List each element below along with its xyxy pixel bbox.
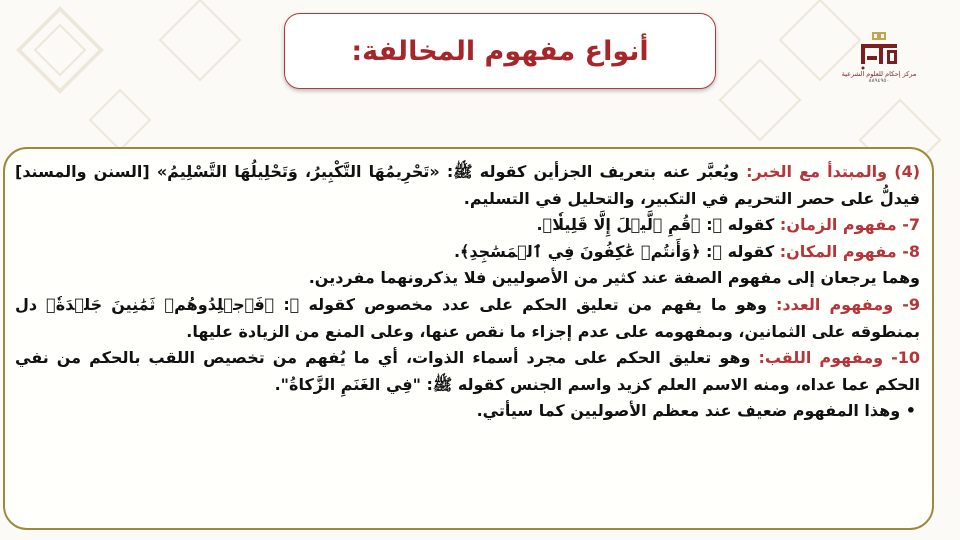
logo-code: ٨٨٩٤٩٥٠ [868, 78, 890, 84]
content-text [15, 159, 920, 425]
text-time: كقوله ﷻ: ﴿قُمِ ٱلَّيۡلَ إِلَّا قَلِيلٗا﴾. [536, 215, 780, 235]
text-note: وهما يرجعان إلى مفهوم الصفة عند كثير من الأصوليين فلا يذكرونهما مفردين. [308, 268, 920, 288]
bullet-icon: • [905, 401, 916, 421]
bullet-item [15, 398, 920, 425]
paragraph-place [15, 239, 920, 266]
paragraph-number [15, 292, 920, 345]
heading-title: 10- ومفهوم اللقب: [758, 348, 921, 368]
paragraph-title [15, 345, 920, 398]
paragraph-note [15, 265, 920, 292]
bullet-text: وهذا المفهوم ضعيف عند معظم الأصوليين كما سيأتي. [476, 401, 901, 421]
heading-subject-predicate: (4) والمبتدأ مع الخبر: [746, 162, 921, 181]
logo-subtitle: مركز إحكام للعلوم الشرعية [841, 70, 917, 78]
paragraph-subject-predicate [15, 159, 920, 212]
text-number: وهو ما يفهم من تعليق الحكم على عدد مخصوص كقوله ﷻ: ﴿فَٱجۡلِدُوهُمۡ ثَمَٰنِينَ جَلۡدَةٗ﴾ دل بمنطوقه على الثمانين، وبمفهومه على عدم إجزاء ما نقص عنها، وعلى المنع من الزيادة عليها. [15, 294, 920, 341]
logo-mark-icon [853, 30, 905, 70]
page-title: أنواع مفهوم المخالفة: [351, 35, 649, 67]
content-box [3, 147, 934, 530]
heading-number: 9- ومفهوم العدد: [775, 294, 920, 314]
title-box [284, 13, 716, 89]
text-place: كقوله ﷻ: ﴿وَأَنتُمۡ عَٰكِفُونَ فِي ٱلۡمَسَٰجِدِ﴾. [453, 241, 780, 261]
heading-place: 8- مفهوم المكان: [779, 241, 920, 261]
paragraph-time [15, 212, 920, 239]
text-subject-predicate: ويُعبَّر عنه بتعريف الجزأين كقوله ﷺ: «تَحْرِيمُهَا التَّكْبِيرُ، وَتَحْلِيلُهَا التَّسْلِيمُ» [السنن والمسند] فيدلُّ على حصر التحريم في التكبير، والتحليل في التسليم. [15, 162, 920, 208]
logo [841, 30, 917, 94]
text-title: وهو تعليق الحكم على مجرد أسماء الذوات، أي ما يُفهم من تخصيص اللقب بالحكم من نفي الحكم عما عداه، ومنه الاسم العلم كزيد واسم الجنس كقوله ﷺ: "فِي الغَنَمِ الزَّكاةُ". [15, 348, 920, 394]
heading-time: 7- مفهوم الزمان: [779, 215, 920, 235]
